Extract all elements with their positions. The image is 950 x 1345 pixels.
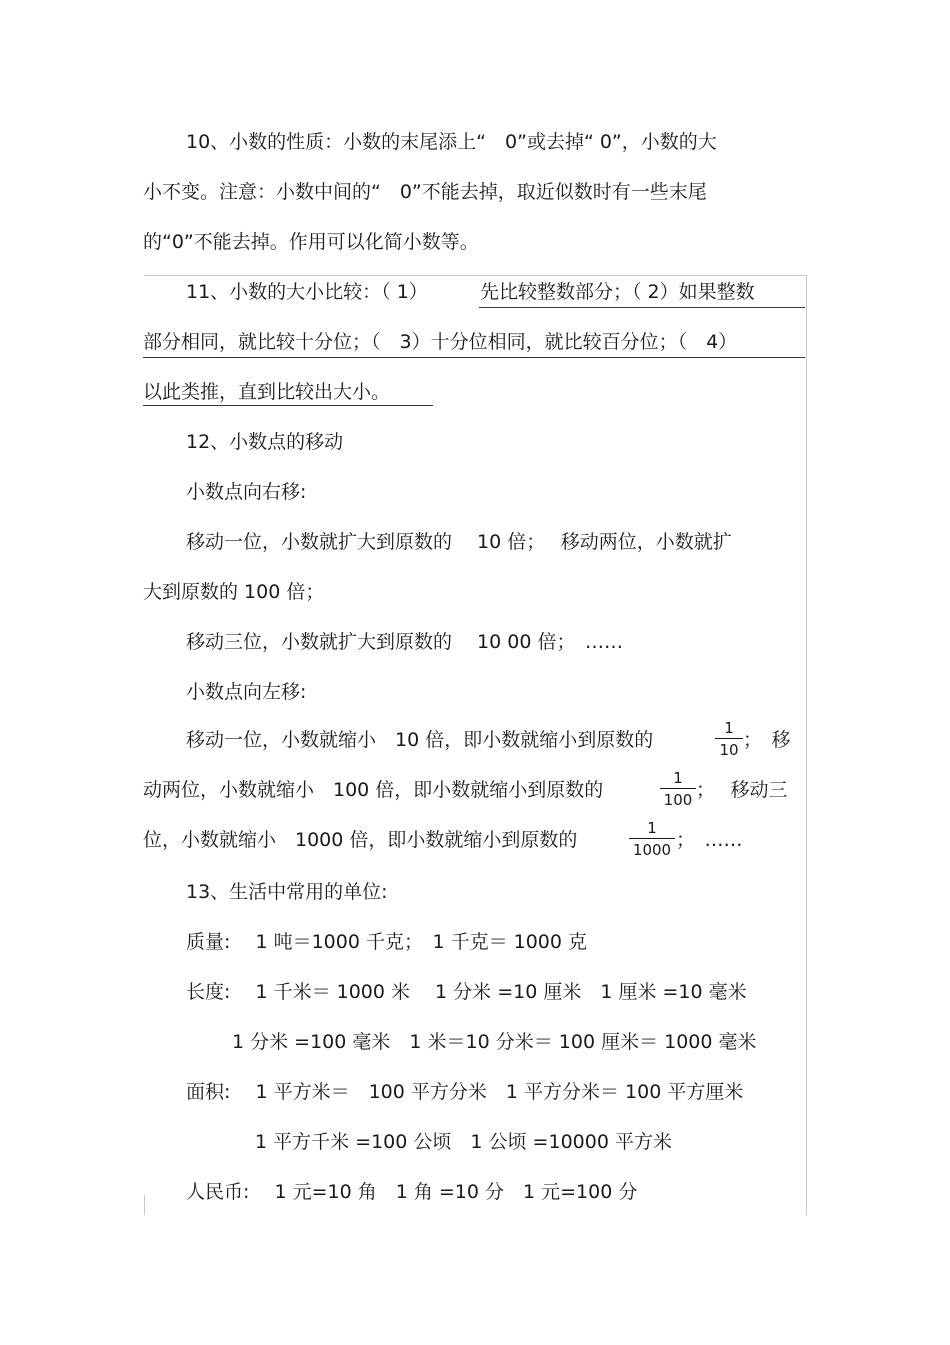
p11-underline-2 <box>143 357 805 358</box>
fraction-numerator: 1 <box>647 819 657 837</box>
p13-length-1: 长度: 1 千米＝ 1000 米 1 分米 =10 厘米 1 厘米 =10 毫米 <box>186 981 747 1003</box>
p12-right-line-2: 大到原数的 100 倍； <box>143 581 325 603</box>
fraction-one-thousandth <box>629 819 675 859</box>
p13-area-2: 1 平方千米 =100 公顷 1 公顷 =10000 平方米 <box>255 1131 672 1153</box>
p13-mass: 质量: 1 吨＝1000 千克； 1 千克＝ 1000 克 <box>186 931 588 953</box>
p10-line-1: 10、小数的性质：小数的末尾添上“ 0”或去掉“ 0”，小数的大 <box>186 131 717 153</box>
p11-line-2: 部分相同，就比较十分位；（ 3）十分位相同，就比较百分位；（ 4） <box>143 331 738 353</box>
p12-left-heading: 小数点向左移: <box>186 681 307 703</box>
fraction-one-hundredth <box>660 769 696 809</box>
p12-right-heading: 小数点向右移: <box>186 481 307 503</box>
p12-left-line-3a: 位，小数就缩小 1000 倍，即小数就缩小到原数的 <box>143 829 578 851</box>
p12-left-line-3b: ； …… <box>676 829 743 851</box>
p11-underline-3 <box>143 405 433 406</box>
fraction-one-tenth <box>715 719 743 759</box>
frame-line-top <box>144 275 806 276</box>
p12-left-line-2a: 动两位，小数就缩小 100 倍，即小数就缩小到原数的 <box>143 779 604 801</box>
fraction-denominator: 10 <box>719 741 739 759</box>
fraction-bar <box>629 838 675 839</box>
p13-title: 13、生活中常用的单位: <box>186 881 388 903</box>
p12-right-line-1: 移动一位，小数就扩大到原数的 10 倍； 移动两位，小数就扩 <box>186 531 732 553</box>
p13-length-2: 1 分米 =100 毫米 1 米＝10 分米＝ 100 厘米＝ 1000 毫米 <box>232 1031 757 1053</box>
fraction-numerator: 1 <box>673 769 683 787</box>
p11-underline-1 <box>479 307 805 308</box>
p13-area-1: 面积: 1 平方米＝ 100 平方分米 1 平方分米＝ 100 平方厘米 <box>186 1081 744 1103</box>
fraction-denominator: 100 <box>663 791 693 809</box>
fraction-bar <box>660 788 696 789</box>
p12-left-line-1a: 移动一位，小数就缩小 10 倍，即小数就缩小到原数的 <box>186 729 654 751</box>
fraction-numerator: 1 <box>724 719 734 737</box>
frame-line-right <box>806 275 807 1215</box>
fraction-bar <box>715 738 743 739</box>
p11-line-1b: 先比较整数部分；（ 2）如果整数 <box>480 281 755 303</box>
p10-line-2: 小不变。注意：小数中间的“ 0”不能去掉，取近似数时有一些末尾 <box>143 181 707 203</box>
p10-line-3: 的“0”不能去掉。作用可以化简小数等。 <box>143 231 479 253</box>
p13-money: 人民币: 1 元=10 角 1 角 =10 分 1 元=100 分 <box>186 1181 638 1203</box>
p11-line-3: 以此类推，直到比较出大小。 <box>143 381 391 403</box>
fraction-denominator: 1000 <box>632 841 672 859</box>
p11-line-1a: 11、小数的大小比较：（ 1） <box>186 281 428 303</box>
p12-title: 12、小数点的移动 <box>186 431 344 453</box>
frame-line-left <box>144 1195 145 1215</box>
p12-left-line-2b: ； 移动三 <box>696 779 788 801</box>
p12-left-line-1b: ； 移 <box>743 729 791 751</box>
p12-right-line-3: 移动三位，小数就扩大到原数的 10 00 倍； …… <box>186 631 623 653</box>
